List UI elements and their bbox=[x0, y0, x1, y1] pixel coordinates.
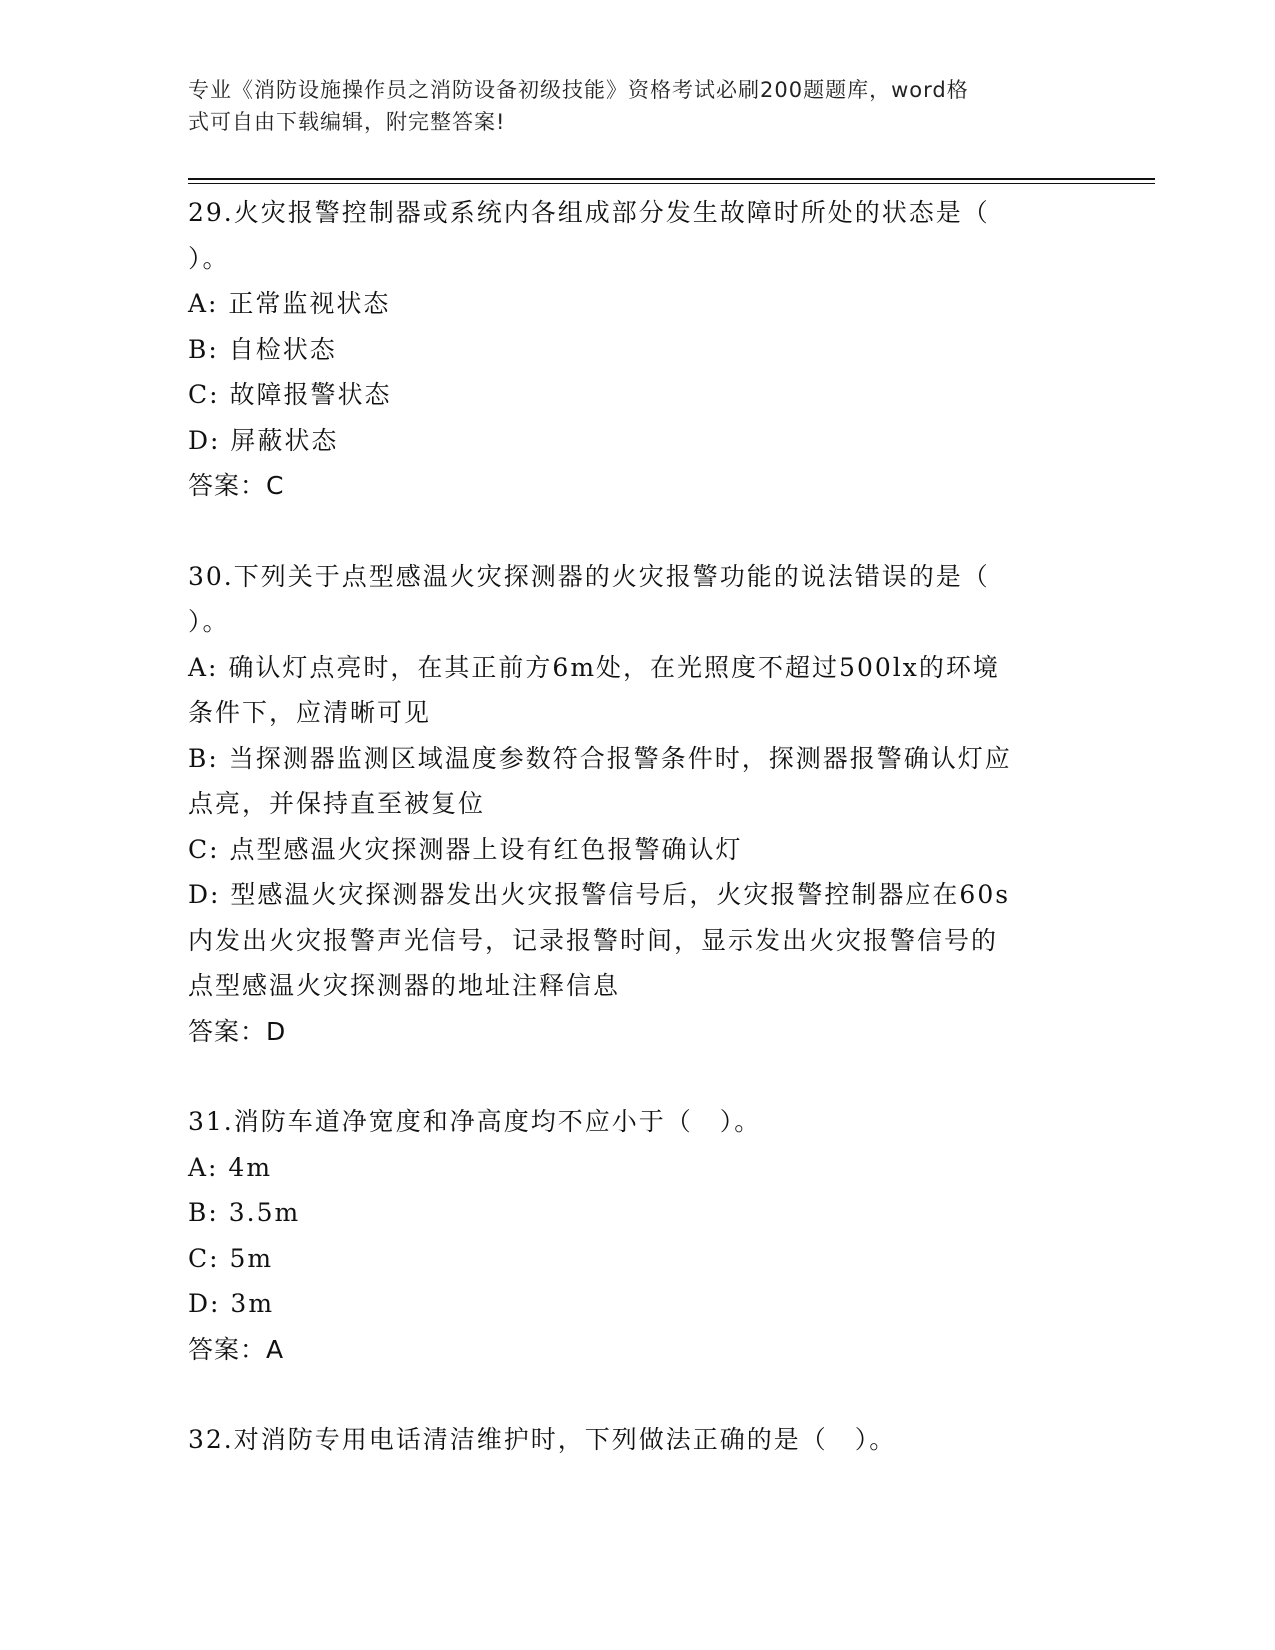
option-c: C: 点型感温火灾探测器上设有红色报警确认灯 bbox=[188, 834, 743, 864]
answer: 答案：D bbox=[188, 1016, 287, 1046]
question-stem-cont: ）。 bbox=[188, 243, 230, 273]
question-29 bbox=[188, 190, 1078, 509]
option-d-cont-2: 点型感温火灾探测器的地址注释信息 bbox=[188, 971, 621, 1000]
option-a-cont: 条件下，应清晰可见 bbox=[188, 698, 432, 727]
answer: 答案：A bbox=[188, 1334, 285, 1364]
option-d: D: 3m bbox=[188, 1289, 275, 1318]
option-a: A: 4m bbox=[188, 1152, 273, 1182]
document-header bbox=[188, 74, 1088, 138]
option-a: A: 确认灯点亮时，在其正前方6m处，在光照度不超过500lx的环境 bbox=[188, 652, 1000, 682]
option-b: B: 3.5m bbox=[188, 1198, 301, 1227]
question-30 bbox=[188, 554, 1078, 1055]
option-a: A: 正常监视状态 bbox=[188, 289, 391, 318]
question-stem: 29.火灾报警控制器或系统内各组成部分发生故障时所处的状态是（ bbox=[188, 198, 990, 227]
option-b: B: 当探测器监测区域温度参数符合报警条件时，探测器报警确认灯应 bbox=[188, 743, 1012, 773]
question-31 bbox=[188, 1099, 1078, 1372]
question-stem: 31.消防车道净宽度和净高度均不应小于（ ）。 bbox=[188, 1107, 762, 1136]
option-c: C: 5m bbox=[188, 1243, 274, 1273]
header-divider-thin bbox=[188, 183, 1155, 184]
header-line-1: 专业《消防设施操作员之消防设备初级技能》资格考试必刷200题题库，word格 bbox=[188, 78, 969, 102]
option-d-cont: 内发出火灾报警声光信号，记录报警时间，显示发出火灾报警信号的 bbox=[188, 925, 999, 955]
question-32 bbox=[188, 1417, 1078, 1463]
option-d: D: 屏蔽状态 bbox=[188, 425, 339, 455]
option-d: D: 型感温火灾探测器发出火灾报警信号后，火灾报警控制器应在60s bbox=[188, 880, 1011, 909]
question-stem-cont: ）。 bbox=[188, 607, 230, 636]
header-divider-thick bbox=[188, 178, 1155, 180]
question-stem: 30.下列关于点型感温火灾探测器的火灾报警功能的说法错误的是（ bbox=[188, 561, 990, 591]
question-list bbox=[188, 190, 1078, 1508]
header-line-2: 式可自由下载编辑，附完整答案! bbox=[188, 110, 506, 134]
option-c: C: 故障报警状态 bbox=[188, 380, 392, 409]
question-stem: 32.对消防专用电话清洁维护时，下列做法正确的是（ ）。 bbox=[188, 1425, 897, 1454]
option-b: B: 自检状态 bbox=[188, 334, 337, 364]
answer: 答案：C bbox=[188, 471, 285, 500]
option-b-cont: 点亮，并保持直至被复位 bbox=[188, 789, 486, 818]
